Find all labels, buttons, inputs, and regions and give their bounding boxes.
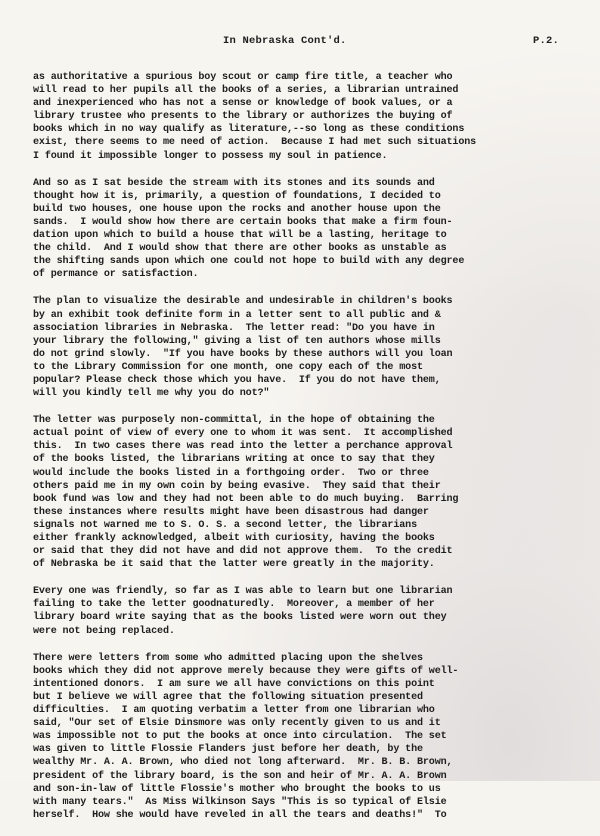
- paragraph: [33, 295, 593, 400]
- text-line: was given to little Flossie Flanders just before her death, by the: [33, 744, 423, 756]
- text-line: your library the following," giving a list of ten authors whose mills: [33, 335, 441, 347]
- text-line: The letter was purposely non-committal, in the hope of obtaining the: [33, 415, 435, 427]
- text-line: books which they did not approve merely because they were gifts of well-: [33, 665, 459, 677]
- text-line: the shifting sands upon which one could not hope to build with any degree: [33, 256, 465, 268]
- text-line: wealthy Mr. A. A. Brown, who died not long afterward. Mr. B. B. Brown,: [33, 757, 453, 769]
- paragraph: [33, 585, 593, 637]
- text-line: The plan to visualize the desirable and undesirable in children's books: [33, 296, 453, 308]
- page-header: [0, 35, 600, 49]
- text-line: actual point of view of every one to whom it was sent. It accomplished: [33, 428, 453, 440]
- text-line: I found it impossible longer to possess my soul in patience.: [33, 150, 388, 162]
- text-line: with many tears." As Miss Wilkinson Says "This is so typical of Elsie: [33, 796, 447, 808]
- text-line: said, "Our set of Elsie Dinsmore was only recently given to us and it: [33, 718, 441, 730]
- text-line: popular? Please check those which you have. If you do not have them,: [33, 374, 441, 386]
- text-line: association libraries in Nebraska. The letter read: "Do you have in: [33, 322, 435, 334]
- text-line: president of the library board, is the son and heir of Mr. A. A. Brown: [33, 770, 447, 782]
- text-line: There were letters from some who admitted placing upon the shelves: [33, 652, 423, 664]
- text-line: would include the books listed in a forthgoing order. Two or three: [33, 467, 429, 479]
- text-line: of the books listed, the librarians writing at once to say that they: [33, 454, 435, 466]
- text-line: these instances where results might have been disastrous had danger: [33, 506, 429, 518]
- text-line: either frankly acknowledged, albeit with curiosity, having the books: [33, 533, 435, 544]
- text-line: books which in no way qualify as literature,--so long as these conditions: [33, 124, 465, 136]
- text-line: signals not warned me to S. O. S. a second letter, the librarians: [33, 519, 417, 531]
- text-line: And so as I sat beside the stream with its stones and its sounds and: [33, 177, 435, 189]
- text-line: herself. How she would have reveled in all the tears and deaths!" To: [33, 809, 447, 821]
- text-line: dation upon which to build a house that will be a lasting, heritage to: [33, 230, 447, 242]
- paragraph: [33, 71, 593, 163]
- text-line: but I believe we will agree that the following situation presented: [33, 691, 423, 703]
- header-title: In Nebraska Cont'd.: [223, 35, 347, 47]
- paragraph: [33, 652, 593, 822]
- paragraph: [33, 414, 593, 571]
- text-line: sands. I would show how there are certain books that make a firm foun-: [33, 216, 453, 228]
- text-line: and inexperienced who has not a sense or knowledge of book values, or a: [33, 98, 453, 110]
- page-number: P.2.: [533, 35, 560, 47]
- text-line: or said that they did not have and did not approve them. To the credit: [33, 546, 453, 558]
- text-line: will read to her pupils all the books of a series, a librarian untrained: [33, 85, 459, 97]
- text-line: as authoritative a spurious boy scout or camp fire title, a teacher who: [33, 72, 453, 83]
- text-line: exist, there seems to me need of action. Because I had met such situations: [33, 137, 477, 149]
- text-line: to the Library Commission for one month, one copy each of the most: [33, 361, 423, 373]
- text-line: of permance or satisfaction.: [33, 269, 199, 281]
- text-line: others paid me in my own coin by being evasive. They said that their: [33, 480, 441, 492]
- text-line: of Nebraska be it said that the latter were greatly in the majority.: [33, 559, 435, 571]
- text-line: was impossible not to put the books at once into circulation. The set: [33, 731, 447, 743]
- body-text: [33, 71, 593, 836]
- paragraph: [33, 177, 593, 282]
- text-line: the child. And I would show that there are other books as unstable as: [33, 243, 447, 255]
- text-line: thought how it is, primarily, a question of foundations, I decided to: [33, 190, 441, 202]
- text-line: and son-in-law of little Flossie's mother who brought the books to us: [33, 783, 441, 795]
- text-line: failing to take the letter goodnaturedly. Moreover, a member of her: [33, 599, 435, 611]
- text-line: build two houses, one house upon the rocks and another house upon the: [33, 203, 441, 215]
- text-line: by an exhibit took definite form in a letter sent to all public and &: [33, 309, 441, 321]
- text-line: difficulties. I am quoting verbatim a letter from one librarian who: [33, 705, 435, 717]
- text-line: this. In two cases there was read into the letter a perchance approval: [33, 441, 453, 453]
- text-line: intentioned donors. I am sure we all have convictions on this point: [33, 678, 435, 690]
- text-line: book fund was low and they had not been able to do much buying. Barring: [33, 493, 459, 505]
- text-line: library trustee who presents to the library or authorizes the buying of: [33, 111, 453, 123]
- text-line: Every one was friendly, so far as I was able to learn but one librarian: [33, 586, 453, 598]
- text-line: library board write saying that as the books listed were worn out they: [33, 612, 447, 624]
- text-line: will you kindly tell me why you do not?": [33, 388, 270, 400]
- text-line: do not grind slowly. "If you have books by these authors will you loan: [33, 348, 453, 360]
- text-line: were not being replaced.: [33, 625, 175, 637]
